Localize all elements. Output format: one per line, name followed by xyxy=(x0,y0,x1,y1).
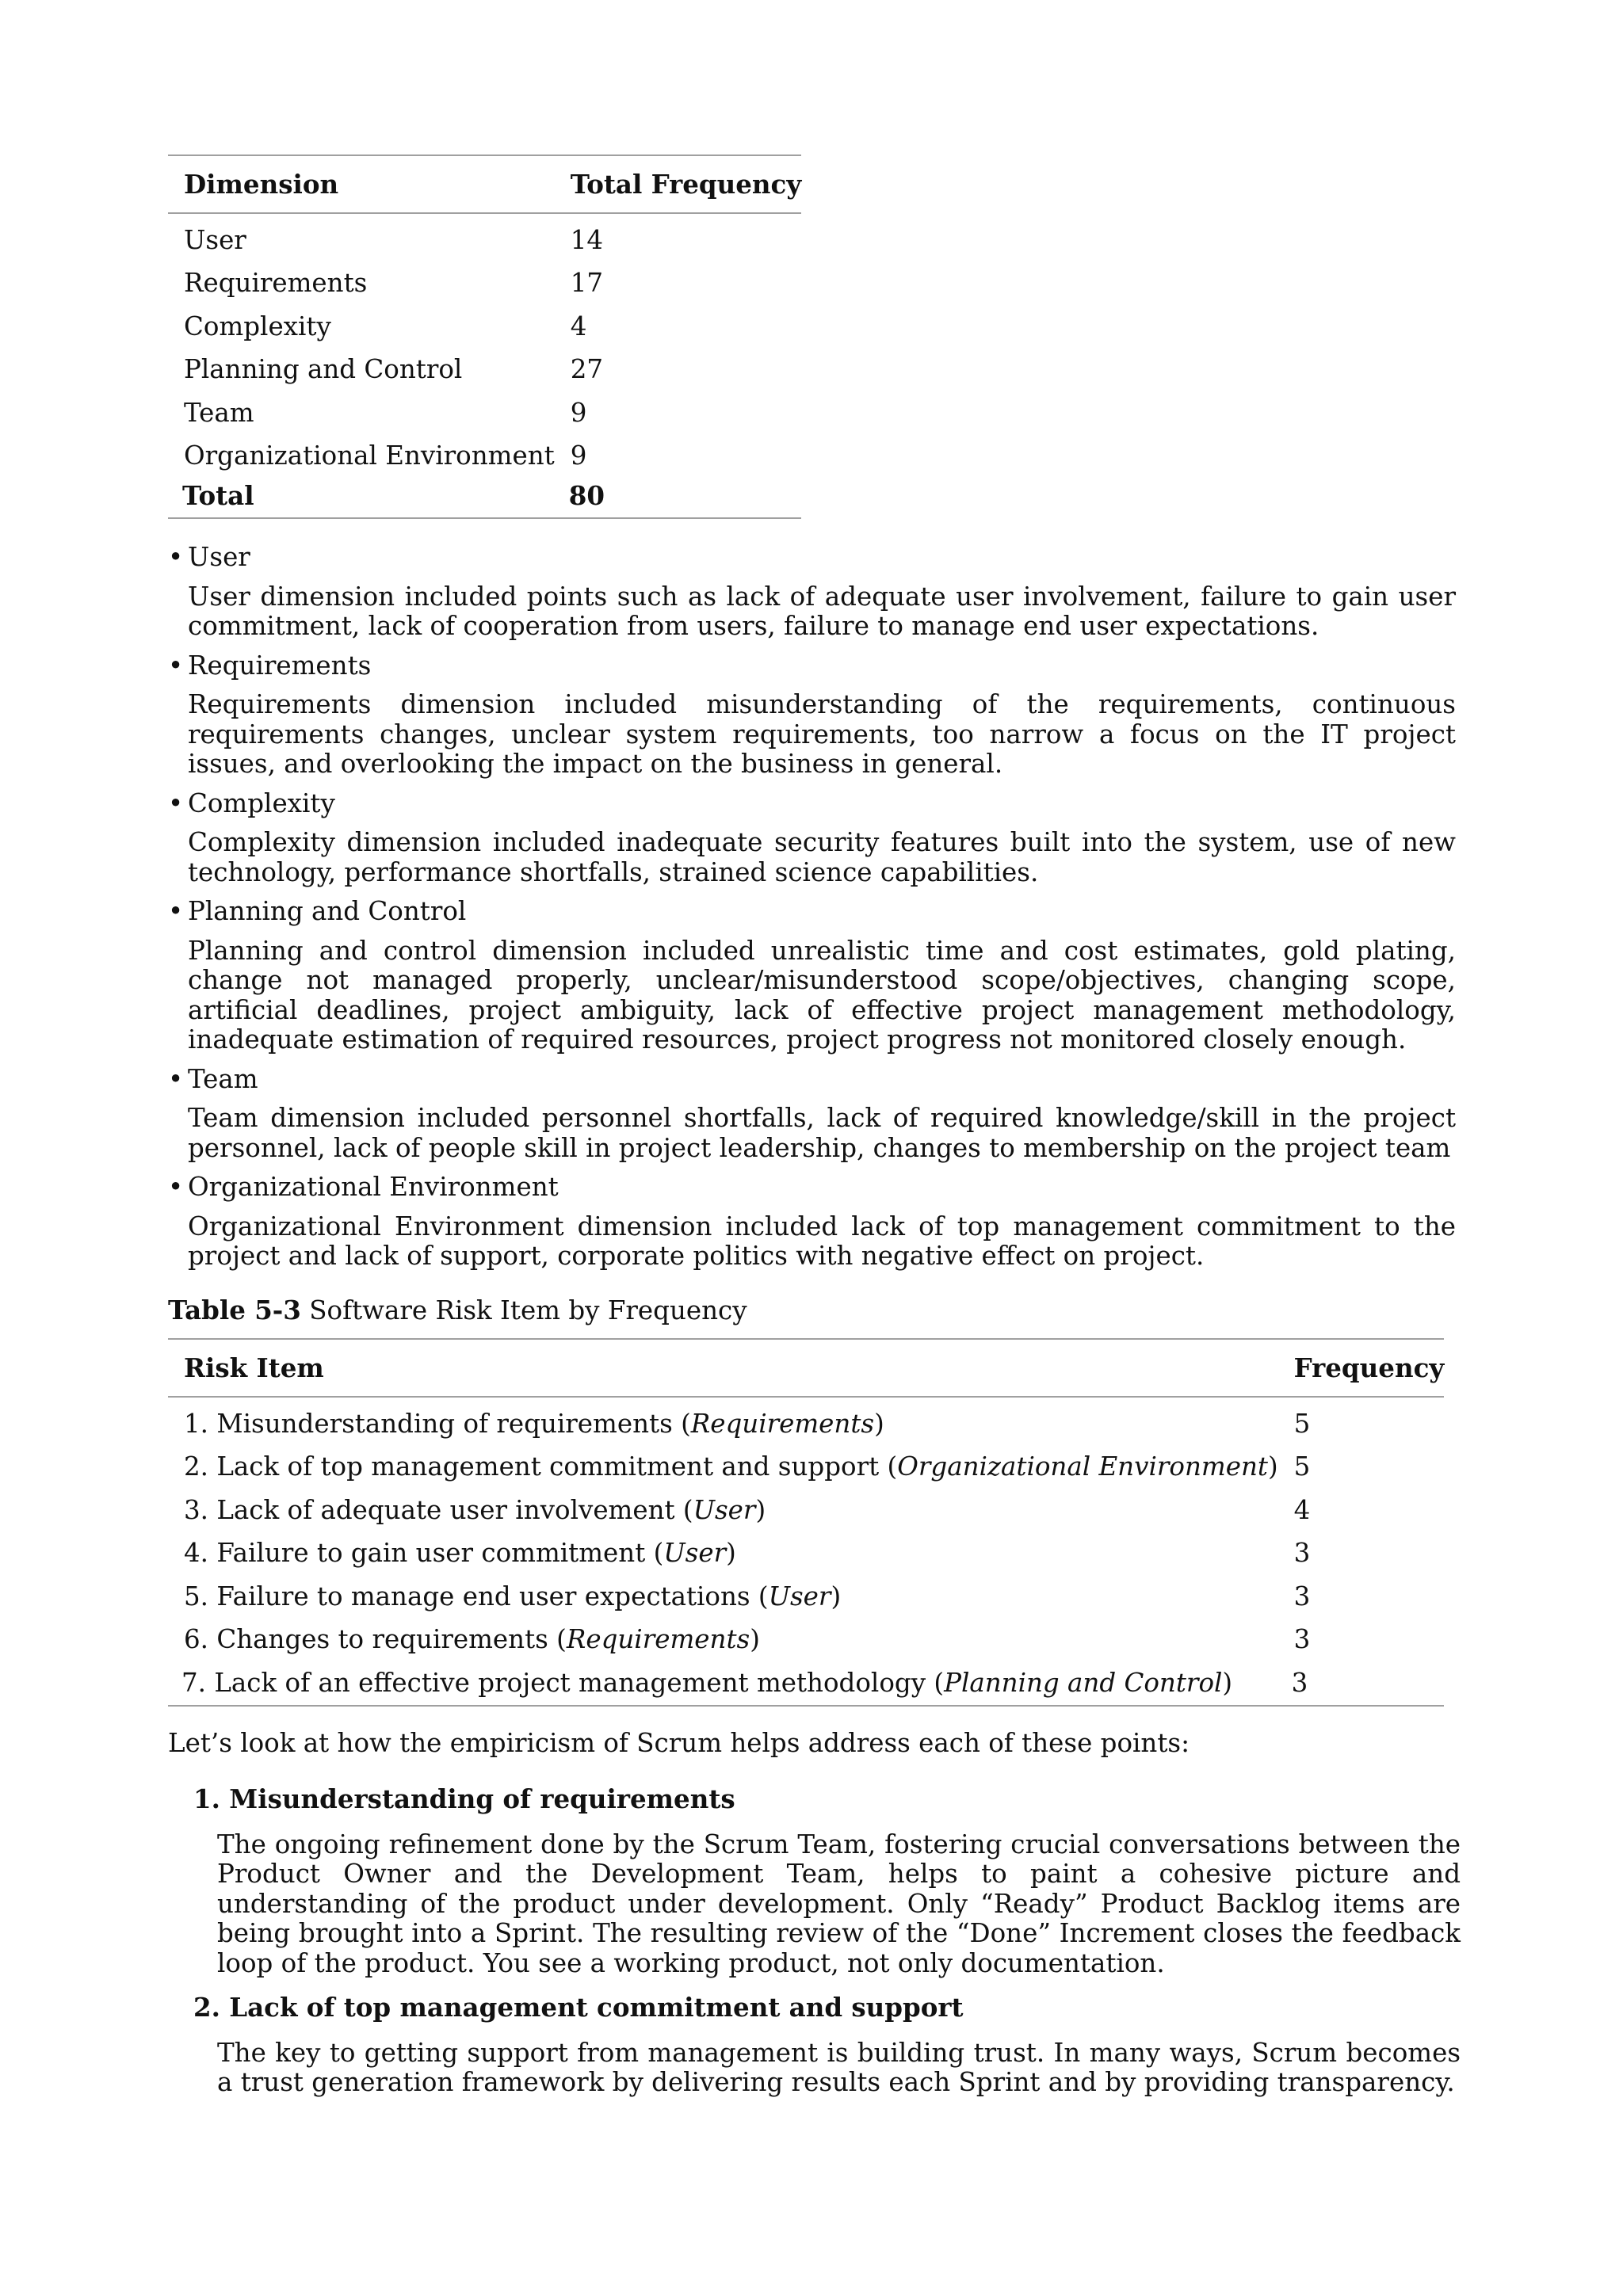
list-item xyxy=(168,543,1457,642)
risk-item-table xyxy=(168,1338,1444,1707)
table-header-row xyxy=(168,155,801,213)
dimension-description: Team dimension included personnel shortfalls, lack of required knowledge/skill in the project personnel, lack of people skill in project leadership, changes to membership on the project team xyxy=(188,1103,1456,1163)
risk-category: Requirements xyxy=(690,1408,875,1439)
table-row xyxy=(168,213,801,262)
risk-item-close: ) xyxy=(1222,1667,1233,1698)
risk-category: Planning and Control xyxy=(944,1667,1223,1698)
bullet-icon: • xyxy=(168,542,184,572)
column-header-total-frequency: Total Frequency xyxy=(555,155,802,213)
risk-item-cell xyxy=(168,1532,1278,1576)
frequency-cell: 5 xyxy=(1293,1451,1311,1482)
dimension-description: Complexity dimension included inadequate security features built into the system, use of new technology, performance shortfalls, strained science capabilities. xyxy=(188,827,1456,887)
table-row xyxy=(168,1661,1444,1706)
table-row xyxy=(168,1446,1444,1489)
dimension-description: Planning and control dimension included unrealistic time and cost estimates, gold plating, change not managed properly, unclear/misunderstood scope/objectives, changing scope, artificial deadlines, project ambiguity, lack of effective project management methodology, inadequate estimation of required resources, project progress not monitored closely enough. xyxy=(188,935,1456,1055)
dimension-description: User dimension included points such as lack of adequate user involvement, failure to gain user commitment, lack of cooperation from users, failure to manage end user expectations. xyxy=(188,581,1456,641)
list-item xyxy=(168,1173,1457,1272)
dimension-description: Requirements dimension included misunderstanding of the requirements, continuous requirements changes, unclear system requirements, too narrow a focus on the IT project issues, and overlooking the impact on the business in general. xyxy=(188,689,1456,779)
dimension-description: Organizational Environment dimension included lack of top management commitment to the project and lack of support, corporate politics with negative effect on project. xyxy=(188,1211,1456,1271)
frequency-cell: 9 xyxy=(570,441,587,471)
intro-paragraph: Let’s look at how the empiricism of Scrum helps address each of these points: xyxy=(168,1727,1190,1758)
point-body: The key to getting support from management is building trust. In many ways, Scrum becomes a trust generation framework by delivering results each Sprint and by providing transparency. xyxy=(217,2037,1461,2097)
scrum-points-list xyxy=(168,1783,1461,2098)
risk-category: User xyxy=(663,1538,727,1568)
bullet-icon: • xyxy=(168,1172,184,1202)
risk-item-close: ) xyxy=(726,1538,736,1568)
dimension-title: Requirements xyxy=(188,650,372,681)
table-row xyxy=(168,1532,1444,1576)
table-row xyxy=(168,1619,1444,1662)
risk-item-close: ) xyxy=(750,1624,760,1654)
total-label: Total xyxy=(168,478,555,518)
dimension-title: Planning and Control xyxy=(188,896,467,926)
risk-item-text: 4. Failure to gain user commitment ( xyxy=(184,1538,664,1568)
table-caption xyxy=(168,1295,1457,1326)
risk-item-close: ) xyxy=(831,1581,842,1611)
dimension-cell: User xyxy=(184,224,246,255)
table-row xyxy=(168,349,801,392)
bullet-icon: • xyxy=(168,896,184,926)
table-caption-text: Software Risk Item by Frequency xyxy=(309,1295,747,1325)
bullet-icon: • xyxy=(168,650,184,681)
table-header-row xyxy=(168,1339,1444,1397)
risk-item-cell xyxy=(168,1489,1278,1532)
point-heading: 1. Misunderstanding of requirements xyxy=(193,1783,735,1814)
frequency-cell: 3 xyxy=(1293,1624,1311,1654)
risk-item-close: ) xyxy=(755,1494,766,1525)
frequency-cell: 14 xyxy=(570,224,604,255)
list-item xyxy=(168,651,1457,780)
dimension-title: Organizational Environment xyxy=(188,1172,559,1202)
dimension-title: Complexity xyxy=(188,788,335,818)
frequency-cell: 17 xyxy=(570,268,604,298)
dimension-cell: Organizational Environment xyxy=(184,441,555,471)
list-item xyxy=(168,897,1457,1055)
risk-item-cell xyxy=(168,1661,1278,1706)
frequency-cell: 3 xyxy=(1293,1581,1311,1611)
table-row xyxy=(168,305,801,349)
dimension-frequency-table xyxy=(168,154,801,519)
risk-category: Organizational Environment xyxy=(897,1451,1268,1482)
list-item xyxy=(193,1783,1461,1978)
point-heading: 2. Lack of top management commitment and support xyxy=(193,1992,964,2023)
dimension-cell: Complexity xyxy=(184,311,331,341)
risk-category: User xyxy=(768,1581,831,1611)
frequency-cell: 3 xyxy=(1278,1661,1445,1706)
table-row xyxy=(168,1489,1444,1532)
frequency-cell: 27 xyxy=(570,354,604,384)
dimension-title: Team xyxy=(188,1063,258,1094)
risk-item-text: 7. Lack of an effective project management methodology ( xyxy=(181,1667,945,1698)
frequency-cell: 3 xyxy=(1293,1538,1311,1568)
dimension-cell: Requirements xyxy=(184,268,368,298)
risk-item-cell xyxy=(168,1619,1278,1662)
risk-item-text: 1. Misunderstanding of requirements ( xyxy=(184,1408,691,1439)
table-row xyxy=(168,435,801,479)
bullet-icon: • xyxy=(168,788,184,818)
table-row xyxy=(168,1397,1444,1446)
risk-item-cell xyxy=(168,1446,1278,1489)
bullet-icon: • xyxy=(168,1063,184,1094)
point-body: The ongoing refinement done by the Scrum Team, fostering crucial conversations between the Product Owner and the Development Team, helps to paint a cohesive picture and understanding of the product under development. Only “Ready” Product Backlog items are being brought into a Sprint. The resulting review of the “Done” Increment closes the feedback loop of the product. You see a working product, not only documentation. xyxy=(217,1829,1461,1978)
column-header-dimension: Dimension xyxy=(168,155,555,213)
list-item xyxy=(168,789,1457,888)
risk-category: Requirements xyxy=(566,1624,750,1654)
table-row xyxy=(168,1575,1444,1619)
table-caption-label: Table 5-3 xyxy=(168,1294,301,1325)
frequency-cell: 4 xyxy=(570,311,587,341)
table-row xyxy=(168,391,801,435)
risk-item-text: 3. Lack of adequate user involvement ( xyxy=(184,1494,693,1525)
dimension-cell: Planning and Control xyxy=(184,354,463,384)
list-item xyxy=(168,1065,1457,1164)
document-body xyxy=(168,154,1461,2112)
risk-item-cell xyxy=(168,1397,1278,1446)
frequency-cell: 5 xyxy=(1293,1408,1311,1439)
table-row xyxy=(168,262,801,306)
column-header-frequency: Frequency xyxy=(1278,1339,1445,1397)
table-total-row xyxy=(168,478,801,518)
risk-item-close: ) xyxy=(1267,1451,1278,1482)
risk-item-cell xyxy=(168,1575,1278,1619)
total-value: 80 xyxy=(555,478,802,518)
dimension-list xyxy=(168,543,1457,1272)
dimension-title: User xyxy=(188,542,250,572)
dimension-cell: Team xyxy=(184,397,254,428)
risk-item-text: 2. Lack of top management commitment and support ( xyxy=(184,1451,898,1482)
list-item xyxy=(193,1992,1461,2098)
risk-item-close: ) xyxy=(874,1408,884,1439)
frequency-cell: 9 xyxy=(570,397,587,428)
column-header-risk-item: Risk Item xyxy=(168,1339,1278,1397)
risk-item-text: 5. Failure to manage end user expectations ( xyxy=(184,1581,769,1611)
frequency-cell: 4 xyxy=(1293,1494,1311,1525)
risk-item-text: 6. Changes to requirements ( xyxy=(184,1624,567,1654)
risk-category: User xyxy=(693,1494,756,1525)
